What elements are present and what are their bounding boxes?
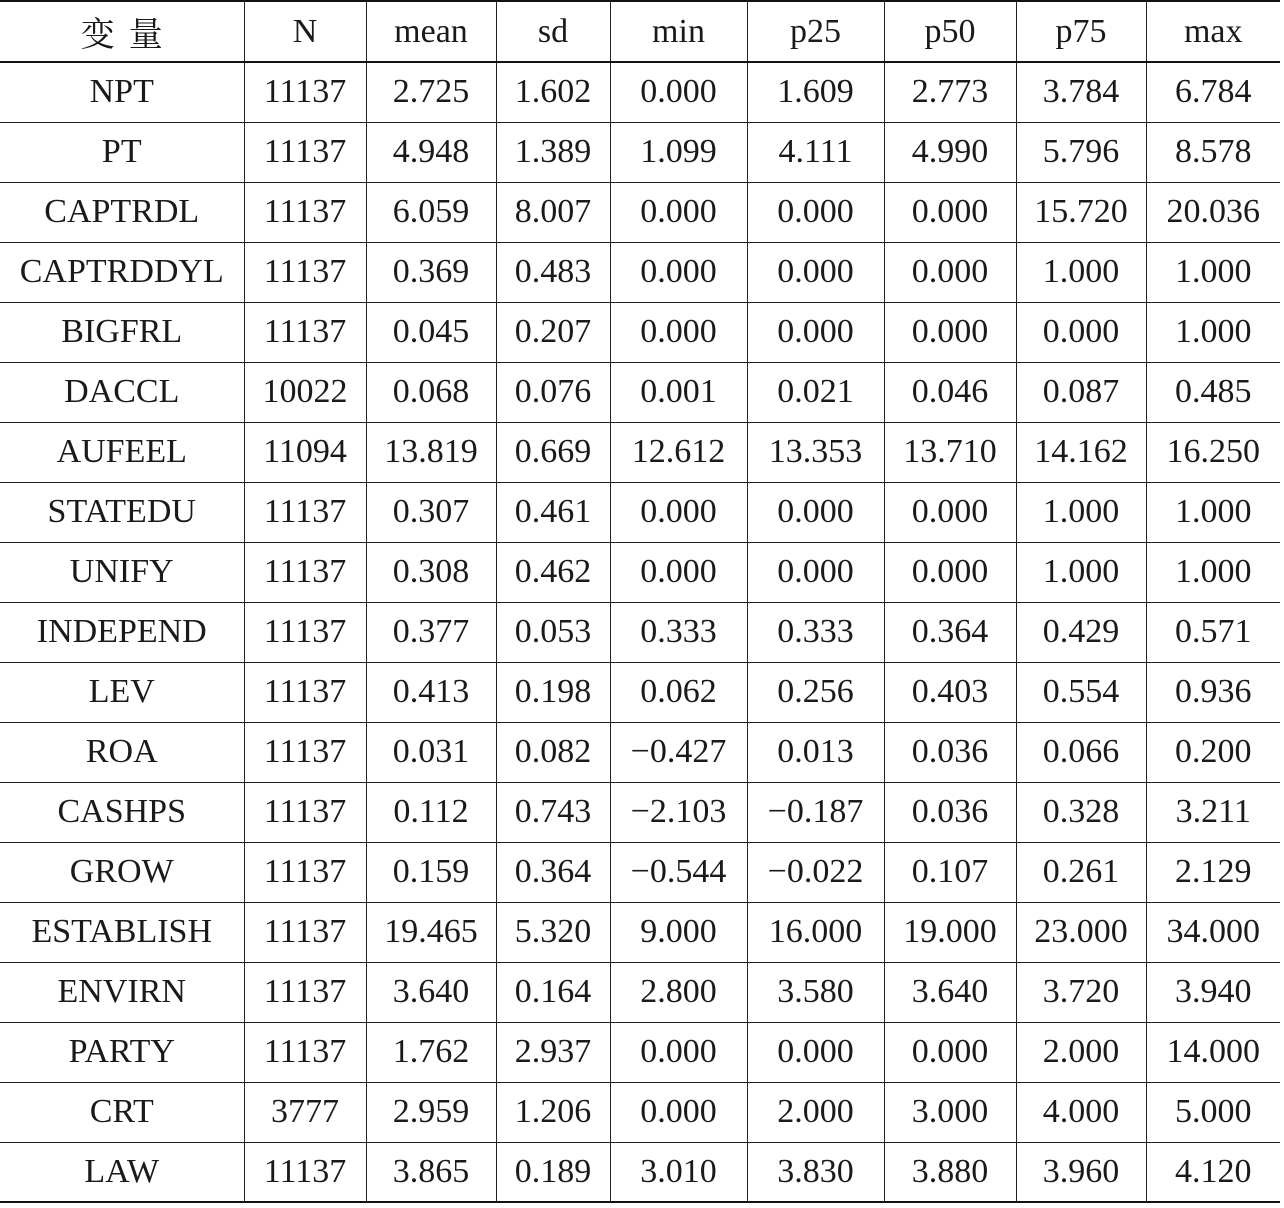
cell-min: 1.099 (610, 122, 747, 182)
cell-p75: 0.328 (1016, 782, 1146, 842)
cell-min: −0.544 (610, 842, 747, 902)
cell-sd: 0.082 (496, 722, 610, 782)
cell-mean: 13.819 (366, 422, 496, 482)
cell-max: 0.485 (1146, 362, 1280, 422)
cell-p25: 0.000 (747, 242, 884, 302)
table-row (0, 602, 1280, 662)
cell-p50: 2.773 (884, 62, 1016, 122)
cell-p75: 1.000 (1016, 242, 1146, 302)
cell-p50: 0.036 (884, 782, 1016, 842)
cell-n: 11137 (244, 662, 366, 722)
cell-p25: 0.000 (747, 542, 884, 602)
cell-max: 3.211 (1146, 782, 1280, 842)
header-max: max (1146, 1, 1280, 62)
cell-p25: 0.013 (747, 722, 884, 782)
cell-max: 4.120 (1146, 1142, 1280, 1202)
cell-variable: CASHPS (0, 782, 244, 842)
cell-p75: 14.162 (1016, 422, 1146, 482)
cell-variable: PARTY (0, 1022, 244, 1082)
cell-max: 1.000 (1146, 302, 1280, 362)
cell-min: 0.000 (610, 62, 747, 122)
cell-sd: 0.198 (496, 662, 610, 722)
cell-n: 10022 (244, 362, 366, 422)
cell-n: 11137 (244, 302, 366, 362)
cell-max: 1.000 (1146, 542, 1280, 602)
cell-p50: 0.403 (884, 662, 1016, 722)
cell-min: 3.010 (610, 1142, 747, 1202)
cell-n: 11137 (244, 962, 366, 1022)
cell-max: 0.936 (1146, 662, 1280, 722)
cell-mean: 0.377 (366, 602, 496, 662)
cell-max: 1.000 (1146, 242, 1280, 302)
table-row (0, 842, 1280, 902)
cell-p50: 0.364 (884, 602, 1016, 662)
cell-variable: DACCL (0, 362, 244, 422)
table-row (0, 242, 1280, 302)
cell-variable: CAPTRDDYL (0, 242, 244, 302)
cell-mean: 2.725 (366, 62, 496, 122)
table-row (0, 302, 1280, 362)
table-row (0, 662, 1280, 722)
cell-p25: −0.187 (747, 782, 884, 842)
cell-mean: 0.045 (366, 302, 496, 362)
table-row (0, 902, 1280, 962)
cell-sd: 0.669 (496, 422, 610, 482)
header-sd: sd (496, 1, 610, 62)
cell-p25: 1.609 (747, 62, 884, 122)
cell-sd: 0.364 (496, 842, 610, 902)
cell-min: 0.062 (610, 662, 747, 722)
cell-p50: 0.000 (884, 242, 1016, 302)
cell-n: 11137 (244, 482, 366, 542)
cell-sd: 0.207 (496, 302, 610, 362)
cell-p25: 0.021 (747, 362, 884, 422)
cell-max: 8.578 (1146, 122, 1280, 182)
cell-sd: 2.937 (496, 1022, 610, 1082)
table-row (0, 1142, 1280, 1202)
table-row (0, 542, 1280, 602)
table-row (0, 422, 1280, 482)
cell-mean: 3.640 (366, 962, 496, 1022)
cell-mean: 0.413 (366, 662, 496, 722)
cell-max: 20.036 (1146, 182, 1280, 242)
cell-variable: BIGFRL (0, 302, 244, 362)
table-row (0, 1082, 1280, 1142)
header-n: N (244, 1, 366, 62)
cell-variable: GROW (0, 842, 244, 902)
cell-n: 11137 (244, 62, 366, 122)
cell-min: 0.001 (610, 362, 747, 422)
cell-p25: 0.256 (747, 662, 884, 722)
cell-mean: 0.112 (366, 782, 496, 842)
cell-max: 5.000 (1146, 1082, 1280, 1142)
cell-variable: ROA (0, 722, 244, 782)
cell-mean: 0.307 (366, 482, 496, 542)
header-row (0, 1, 1280, 62)
cell-min: 9.000 (610, 902, 747, 962)
table-row (0, 362, 1280, 422)
cell-p50: 0.107 (884, 842, 1016, 902)
cell-variable: STATEDU (0, 482, 244, 542)
cell-min: 0.000 (610, 182, 747, 242)
cell-p25: −0.022 (747, 842, 884, 902)
cell-min: 12.612 (610, 422, 747, 482)
cell-p75: 0.429 (1016, 602, 1146, 662)
cell-max: 1.000 (1146, 482, 1280, 542)
cell-p25: 4.111 (747, 122, 884, 182)
cell-max: 3.940 (1146, 962, 1280, 1022)
cell-p50: 4.990 (884, 122, 1016, 182)
cell-mean: 0.159 (366, 842, 496, 902)
cell-max: 14.000 (1146, 1022, 1280, 1082)
cell-n: 11137 (244, 242, 366, 302)
cell-n: 11137 (244, 542, 366, 602)
cell-min: 0.000 (610, 302, 747, 362)
cell-variable: ENVIRN (0, 962, 244, 1022)
cell-min: −2.103 (610, 782, 747, 842)
cell-variable: CAPTRDL (0, 182, 244, 242)
cell-sd: 0.164 (496, 962, 610, 1022)
cell-p75: 0.554 (1016, 662, 1146, 722)
cell-p75: 4.000 (1016, 1082, 1146, 1142)
cell-n: 11137 (244, 602, 366, 662)
cell-mean: 0.068 (366, 362, 496, 422)
cell-min: 0.000 (610, 1022, 747, 1082)
cell-min: 0.000 (610, 242, 747, 302)
cell-n: 11137 (244, 902, 366, 962)
cell-mean: 6.059 (366, 182, 496, 242)
cell-p75: 3.960 (1016, 1142, 1146, 1202)
cell-p50: 0.000 (884, 482, 1016, 542)
cell-variable: LEV (0, 662, 244, 722)
cell-p75: 0.261 (1016, 842, 1146, 902)
cell-n: 11137 (244, 1022, 366, 1082)
cell-mean: 0.031 (366, 722, 496, 782)
cell-p25: 0.000 (747, 182, 884, 242)
cell-p25: 13.353 (747, 422, 884, 482)
cell-p75: 15.720 (1016, 182, 1146, 242)
cell-p25: 0.000 (747, 302, 884, 362)
cell-sd: 1.206 (496, 1082, 610, 1142)
cell-p50: 0.046 (884, 362, 1016, 422)
cell-max: 0.200 (1146, 722, 1280, 782)
cell-max: 16.250 (1146, 422, 1280, 482)
table-row (0, 482, 1280, 542)
cell-sd: 5.320 (496, 902, 610, 962)
cell-variable: NPT (0, 62, 244, 122)
cell-p25: 3.580 (747, 962, 884, 1022)
cell-variable: ESTABLISH (0, 902, 244, 962)
table-row (0, 782, 1280, 842)
cell-variable: LAW (0, 1142, 244, 1202)
cell-p50: 0.000 (884, 1022, 1016, 1082)
cell-min: 0.000 (610, 542, 747, 602)
cell-p25: 0.000 (747, 482, 884, 542)
cell-n: 11137 (244, 1142, 366, 1202)
cell-p50: 0.000 (884, 302, 1016, 362)
cell-sd: 0.461 (496, 482, 610, 542)
cell-p50: 19.000 (884, 902, 1016, 962)
table-body (0, 62, 1280, 1202)
cell-p75: 0.087 (1016, 362, 1146, 422)
cell-variable: UNIFY (0, 542, 244, 602)
cell-min: 2.800 (610, 962, 747, 1022)
cell-sd: 0.189 (496, 1142, 610, 1202)
cell-p75: 3.784 (1016, 62, 1146, 122)
cell-min: 0.000 (610, 482, 747, 542)
table-row (0, 182, 1280, 242)
cell-variable: AUFEEL (0, 422, 244, 482)
cell-n: 11094 (244, 422, 366, 482)
cell-max: 2.129 (1146, 842, 1280, 902)
table-row (0, 722, 1280, 782)
cell-n: 11137 (244, 782, 366, 842)
cell-sd: 0.462 (496, 542, 610, 602)
header-mean: mean (366, 1, 496, 62)
table-row (0, 122, 1280, 182)
cell-sd: 0.076 (496, 362, 610, 422)
header-variable: 变量 (0, 1, 244, 62)
cell-max: 34.000 (1146, 902, 1280, 962)
cell-p75: 1.000 (1016, 482, 1146, 542)
cell-sd: 0.483 (496, 242, 610, 302)
cell-p75: 23.000 (1016, 902, 1146, 962)
cell-p25: 3.830 (747, 1142, 884, 1202)
cell-variable: INDEPEND (0, 602, 244, 662)
cell-p50: 0.036 (884, 722, 1016, 782)
cell-p50: 3.640 (884, 962, 1016, 1022)
cell-min: 0.000 (610, 1082, 747, 1142)
cell-sd: 1.389 (496, 122, 610, 182)
cell-min: 0.333 (610, 602, 747, 662)
cell-sd: 0.743 (496, 782, 610, 842)
cell-n: 11137 (244, 182, 366, 242)
cell-mean: 0.308 (366, 542, 496, 602)
cell-p50: 13.710 (884, 422, 1016, 482)
cell-p50: 0.000 (884, 542, 1016, 602)
cell-p25: 16.000 (747, 902, 884, 962)
cell-p75: 1.000 (1016, 542, 1146, 602)
cell-mean: 4.948 (366, 122, 496, 182)
cell-sd: 8.007 (496, 182, 610, 242)
cell-mean: 2.959 (366, 1082, 496, 1142)
cell-max: 0.571 (1146, 602, 1280, 662)
cell-min: −0.427 (610, 722, 747, 782)
header-p50: p50 (884, 1, 1016, 62)
cell-p75: 5.796 (1016, 122, 1146, 182)
cell-p75: 0.066 (1016, 722, 1146, 782)
cell-p50: 3.880 (884, 1142, 1016, 1202)
cell-mean: 3.865 (366, 1142, 496, 1202)
cell-p75: 2.000 (1016, 1022, 1146, 1082)
cell-sd: 1.602 (496, 62, 610, 122)
table-row (0, 1022, 1280, 1082)
table-row (0, 962, 1280, 1022)
cell-p75: 0.000 (1016, 302, 1146, 362)
table-header (0, 1, 1280, 62)
cell-variable: PT (0, 122, 244, 182)
header-p25: p25 (747, 1, 884, 62)
cell-n: 11137 (244, 122, 366, 182)
cell-n: 11137 (244, 722, 366, 782)
header-p75: p75 (1016, 1, 1146, 62)
cell-n: 3777 (244, 1082, 366, 1142)
table-row (0, 62, 1280, 122)
cell-variable: CRT (0, 1082, 244, 1142)
cell-sd: 0.053 (496, 602, 610, 662)
cell-n: 11137 (244, 842, 366, 902)
header-min: min (610, 1, 747, 62)
cell-p25: 0.000 (747, 1022, 884, 1082)
cell-max: 6.784 (1146, 62, 1280, 122)
cell-p25: 2.000 (747, 1082, 884, 1142)
cell-mean: 1.762 (366, 1022, 496, 1082)
cell-p75: 3.720 (1016, 962, 1146, 1022)
cell-p25: 0.333 (747, 602, 884, 662)
cell-p50: 3.000 (884, 1082, 1016, 1142)
cell-p50: 0.000 (884, 182, 1016, 242)
cell-mean: 0.369 (366, 242, 496, 302)
cell-mean: 19.465 (366, 902, 496, 962)
